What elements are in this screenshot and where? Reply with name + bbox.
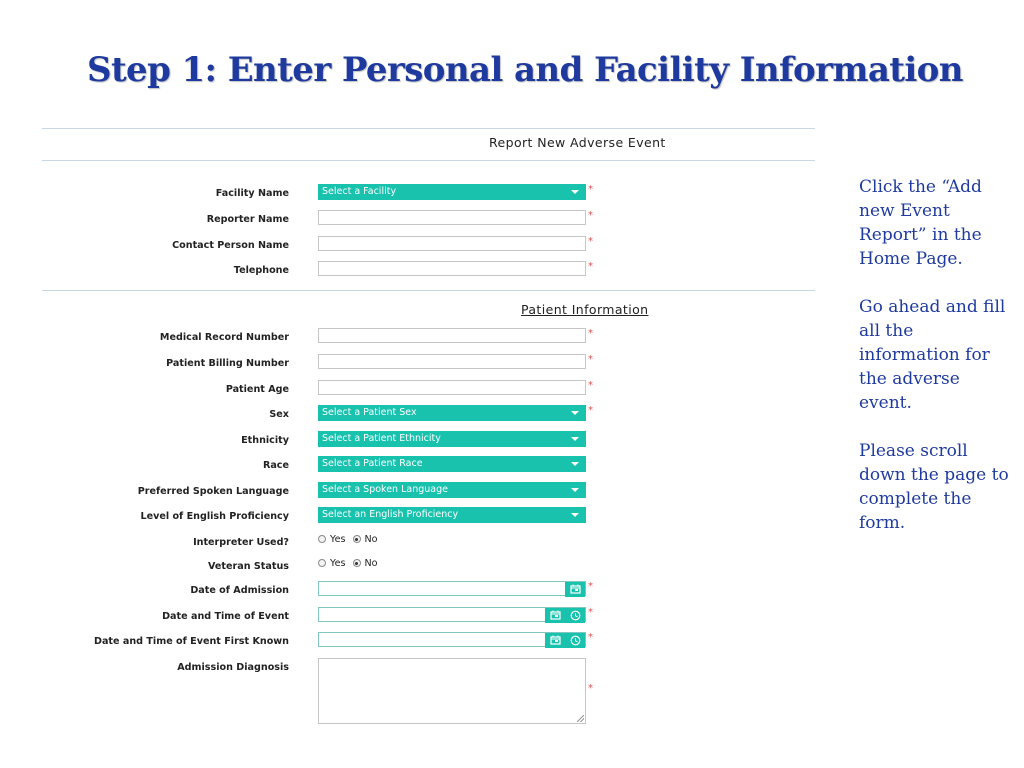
race-select[interactable] <box>318 456 586 472</box>
english-proficiency-select-value: Select an English Proficiency <box>322 509 459 520</box>
adverse-event-form <box>42 126 815 736</box>
form-top-divider <box>42 128 815 129</box>
required-marker: * <box>588 328 593 339</box>
interpreter-no-label: No <box>364 534 378 545</box>
patient-section-divider <box>42 290 815 291</box>
veteran-status-radio-group <box>318 558 385 569</box>
instruction-note-1: Click the “Add new Event Report” in the Home Page. <box>859 177 982 269</box>
required-marker: * <box>588 380 593 391</box>
interpreter-used-label: Interpreter Used? <box>193 537 289 548</box>
chevron-down-icon <box>571 488 579 492</box>
telephone-input[interactable] <box>318 261 586 276</box>
reporter-name-input[interactable] <box>318 210 586 225</box>
facility-select-value: Select a Facility <box>322 186 397 197</box>
clock-icon[interactable] <box>565 633 585 648</box>
medical-record-number-input[interactable] <box>318 328 586 343</box>
race-select-value: Select a Patient Race <box>322 458 423 469</box>
interpreter-used-radio-group <box>318 534 385 545</box>
required-marker: * <box>588 632 593 643</box>
date-time-of-event-input[interactable] <box>318 607 586 622</box>
required-marker: * <box>588 405 593 416</box>
medical-record-number-label: Medical Record Number <box>159 332 289 343</box>
date-time-first-known-input[interactable] <box>318 632 586 647</box>
report-section-title: Report New Adverse Event <box>489 135 666 150</box>
english-proficiency-select[interactable] <box>318 507 586 523</box>
contact-person-name-input[interactable] <box>318 236 586 251</box>
telephone-label: Telephone <box>233 265 289 276</box>
date-time-first-known-label: Date and Time of Event First Known <box>94 636 289 647</box>
calendar-icon[interactable] <box>545 633 565 648</box>
required-marker: * <box>588 210 593 221</box>
patient-billing-number-label: Patient Billing Number <box>166 358 289 369</box>
chevron-down-icon <box>571 462 579 466</box>
facility-select[interactable] <box>318 184 586 200</box>
sex-label: Sex <box>269 409 289 420</box>
patient-age-input[interactable] <box>318 380 586 395</box>
chevron-down-icon <box>571 411 579 415</box>
contact-person-name-label: Contact Person Name <box>172 240 289 251</box>
veteran-no-label: No <box>364 558 378 569</box>
resize-grip-icon[interactable] <box>577 715 584 722</box>
facility-name-label: Facility Name <box>215 188 289 199</box>
required-marker: * <box>588 354 593 365</box>
patient-section-title: Patient Information <box>521 302 649 317</box>
veteran-yes-radio[interactable] <box>318 559 326 567</box>
report-title-divider <box>42 160 815 161</box>
date-of-admission-label: Date of Admission <box>190 585 289 596</box>
required-marker: * <box>588 581 593 592</box>
calendar-icon[interactable] <box>545 608 565 623</box>
instruction-note-3: Please scroll down the page to complete the form. <box>859 441 1009 533</box>
chevron-down-icon <box>571 437 579 441</box>
english-proficiency-label: Level of English Proficiency <box>140 511 289 522</box>
veteran-yes-label: Yes <box>330 558 346 569</box>
instruction-note-2: Go ahead and fill all the information for the adverse event. <box>859 297 1006 413</box>
ethnicity-label: Ethnicity <box>241 435 289 446</box>
calendar-icon[interactable] <box>565 582 585 597</box>
chevron-down-icon <box>571 190 579 194</box>
clock-icon[interactable] <box>565 608 585 623</box>
slide-title: Step 1: Enter Personal and Facility Information <box>87 50 963 90</box>
admission-diagnosis-textarea[interactable] <box>318 658 586 724</box>
preferred-spoken-language-label: Preferred Spoken Language <box>137 486 289 497</box>
interpreter-yes-label: Yes <box>330 534 346 545</box>
spoken-language-select[interactable] <box>318 482 586 498</box>
sex-select[interactable] <box>318 405 586 421</box>
veteran-no-radio[interactable] <box>353 559 361 567</box>
race-label: Race <box>262 460 289 471</box>
veteran-status-label: Veteran Status <box>208 561 289 572</box>
required-marker: * <box>588 261 593 272</box>
sex-select-value: Select a Patient Sex <box>322 407 417 418</box>
patient-age-label: Patient Age <box>225 384 289 395</box>
date-time-of-event-label: Date and Time of Event <box>162 611 289 622</box>
admission-diagnosis-label: Admission Diagnosis <box>177 662 289 673</box>
reporter-name-label: Reporter Name <box>206 214 289 225</box>
required-marker: * <box>588 184 593 195</box>
ethnicity-select-value: Select a Patient Ethnicity <box>322 433 441 444</box>
required-marker: * <box>588 683 593 694</box>
spoken-language-select-value: Select a Spoken Language <box>322 484 448 495</box>
ethnicity-select[interactable] <box>318 431 586 447</box>
required-marker: * <box>588 236 593 247</box>
patient-billing-number-input[interactable] <box>318 354 586 369</box>
required-marker: * <box>588 607 593 618</box>
interpreter-yes-radio[interactable] <box>318 535 326 543</box>
date-of-admission-input[interactable] <box>318 581 586 596</box>
chevron-down-icon <box>571 513 579 517</box>
interpreter-no-radio[interactable] <box>353 535 361 543</box>
